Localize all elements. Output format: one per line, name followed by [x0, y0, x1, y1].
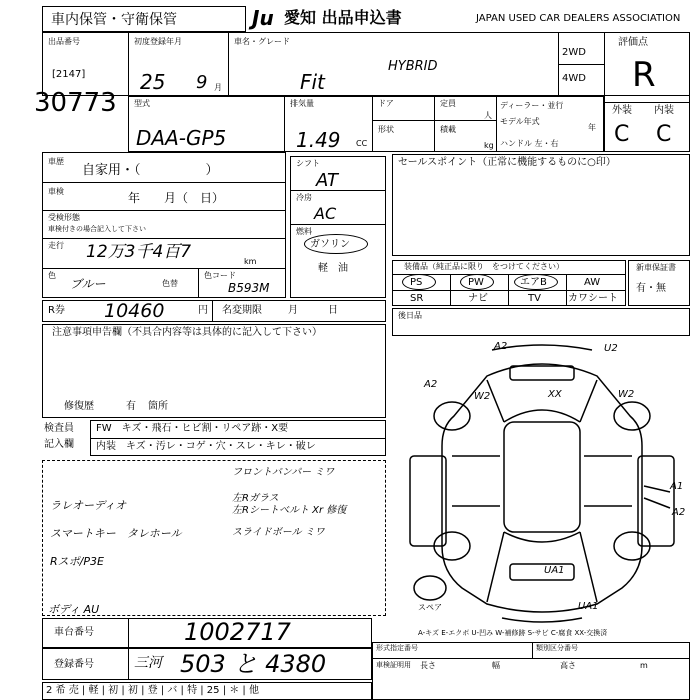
ac-label: 冷房 — [296, 193, 312, 202]
shift-value: AT — [316, 170, 338, 191]
diagram-mark-a1-right: A1 — [670, 481, 684, 492]
fw-row: FW キズ・飛石・ヒビ割・リペア跡・X要 — [96, 423, 289, 434]
equip-pw: PW — [468, 277, 484, 288]
displacement-value: 1.49 — [296, 128, 341, 152]
diagram-mark-a2-left: A2 — [424, 379, 438, 390]
reg-label: 登録番号 — [54, 659, 94, 670]
note-5: ラレオーディオ — [50, 499, 127, 512]
r-ticket-unit: 円 — [198, 305, 208, 316]
mileage-unit: km — [244, 257, 257, 266]
entry-no-value: 30773 — [34, 88, 117, 118]
storage-label: 車内保管・守衛保管 — [51, 12, 177, 28]
name-change-label: 名変期限 — [222, 305, 262, 316]
fuel-label: 燃料 — [296, 227, 312, 236]
rating-label: 評価点 — [618, 37, 648, 48]
special-no-label: 形式指定番号 — [376, 644, 418, 652]
note-3: 左Rシートベルト Xr 修復 — [232, 505, 347, 516]
vehicle-cert-label: 車検証明用 — [376, 661, 411, 669]
diagram-mark-ua1-bottom: UA1 — [578, 601, 599, 612]
equip-airbag-circle — [514, 274, 558, 290]
color-label: 色 — [48, 271, 56, 280]
diagram-mark-ua1-rear: UA1 — [544, 565, 565, 576]
r-ticket-value: 10460 — [104, 300, 165, 322]
equip-ps-circle — [402, 274, 436, 290]
first-reg-month-unit: 月 — [214, 83, 222, 92]
interior-row: 内装 キズ・汚レ・コゲ・穴・スレ・キレ・破レ — [96, 441, 316, 452]
fuel-gasoline: ガソリン — [310, 239, 350, 250]
ac-value: AC — [314, 204, 337, 223]
door-label: ドア — [378, 99, 394, 108]
color-no-label: 色替 — [162, 279, 178, 288]
bottom-row: 2 希 売 | 軽 | 初 | 初 | 登 | バ | 特 | 25 | ＊ | 他 — [46, 685, 259, 696]
reg-number: 503 と 4380 — [180, 650, 327, 678]
entry-no-label: 出品番号 — [48, 37, 80, 46]
entry-field-label: 記入欄 — [44, 439, 74, 450]
association-name: JAPAN USED CAR DEALERS ASSOCIATION — [476, 13, 681, 24]
year-unit: 年 — [588, 123, 596, 132]
inspection-value: 年 月（ 日） — [128, 191, 225, 205]
name-grade-label: 車名・グレード — [234, 37, 290, 46]
rating-box — [604, 32, 690, 152]
equipment-label: 装備品（純正品に限り をつけてください） — [404, 262, 564, 271]
entry-code: [2147] — [52, 69, 86, 80]
repair-value: 有 — [126, 401, 136, 412]
capacity-unit: 人 — [484, 111, 492, 120]
diagram-mark-u2-top: U2 — [604, 343, 618, 354]
exterior-value: C — [614, 122, 630, 147]
repair-suffix: 箇所 — [148, 401, 168, 412]
load-label: 積載 — [440, 125, 456, 134]
diagram-mark-a2-top: A2 — [494, 341, 508, 352]
capacity-label: 定員 — [440, 99, 456, 108]
warranty-value: 有・無 — [636, 283, 666, 294]
diagram-legend: A-キズ E-エクボ U-凹み W-補修跡 S-サビ C-腐食 XX-交換済 — [418, 629, 608, 637]
diagram-mark-w2-left: W2 — [474, 391, 491, 402]
diagram-mark-xx: XX — [548, 389, 562, 400]
dealer-label: ディーラー・並行 — [500, 101, 564, 110]
color-value: ブルー — [70, 277, 106, 291]
chassis-label: 車台番号 — [54, 627, 94, 638]
width-label: 幅 — [492, 661, 500, 670]
note-8: ボディ AU — [48, 603, 100, 616]
form-title: 愛知 出品申込書 — [284, 8, 402, 27]
color-code-value: B593M — [228, 281, 270, 295]
shift-label: シフト — [296, 159, 320, 168]
note-6: スマートキー タレホール — [50, 527, 182, 540]
meter-unit: m — [640, 661, 648, 670]
chassis-value: 1002717 — [184, 618, 291, 646]
height-label: 高さ — [560, 661, 576, 670]
displacement-label: 排気量 — [290, 99, 314, 108]
r-ticket-label: R券 — [48, 305, 65, 316]
sales-point-label: セールスポイント（正常に機能するものに○印） — [398, 157, 616, 168]
four-wd-label: 4WD — [562, 73, 586, 84]
first-reg-label: 初度登録年月 — [134, 37, 182, 46]
model-label: 型式 — [134, 99, 150, 108]
length-label: 長さ — [420, 661, 436, 670]
displacement-unit: CC — [356, 139, 368, 148]
ju-logo: Ju — [252, 6, 274, 30]
exterior-label: 外装 — [612, 105, 632, 116]
equip-leather: カワシート — [568, 293, 618, 304]
diagram-mark-w2-right: W2 — [618, 389, 635, 400]
rating-value: R — [632, 55, 656, 95]
model-value: DAA-GP5 — [136, 126, 227, 150]
grade-value: HYBRID — [388, 59, 438, 74]
receipt-label: 受検形態 — [48, 213, 80, 222]
first-reg-month: 9 — [196, 72, 208, 93]
spare-label: スペア — [418, 603, 442, 612]
name-change-value: 月 日 — [288, 305, 338, 316]
equip-ps: PS — [410, 277, 423, 288]
first-reg-year: 25 — [140, 70, 166, 94]
handle-label: ハンドル 左・右 — [500, 139, 559, 148]
shape-label: 形状 — [378, 125, 394, 134]
name-value: Fit — [300, 70, 325, 94]
equip-pw-circle — [460, 274, 494, 290]
note-4: スライドボール ミワ — [232, 527, 325, 538]
inspector-label: 検査員 — [44, 423, 74, 434]
inspection-label: 車検 — [48, 187, 64, 196]
note-1: フロントバンパー ミワ — [232, 467, 335, 478]
rear-items-box — [392, 308, 690, 336]
interior-label: 内装 — [654, 105, 674, 116]
reg-region: 三河 — [134, 655, 162, 671]
interior-value: C — [656, 122, 672, 147]
usage-value: 自家用・（ ） — [82, 163, 219, 178]
rear-items-label: 後日品 — [398, 311, 422, 320]
fuel-diesel: 軽 油 — [318, 263, 348, 274]
sales-point-box — [392, 154, 690, 256]
equip-tv: TV — [528, 293, 541, 304]
equip-airbag: エアB — [520, 277, 547, 288]
cert-box — [372, 642, 690, 700]
usage-label: 車歴 — [48, 157, 64, 166]
load-unit: kg — [484, 141, 494, 150]
storage-label-box — [42, 6, 246, 32]
two-wd-label: 2WD — [562, 47, 586, 58]
mileage-value: 12万3千4百7 — [86, 242, 192, 262]
equip-navi: ナビ — [468, 293, 488, 304]
receipt-note: 車検付きの場合記入して下さい — [48, 225, 146, 233]
color-code-label: 色コード — [204, 271, 236, 280]
note-7: Rスポ/P3E — [50, 555, 104, 568]
car-diagram — [392, 336, 700, 626]
equip-sr: SR — [410, 293, 424, 304]
repair-label: 修復歴 — [64, 401, 94, 412]
model-year-label: モデル年式 — [500, 117, 540, 126]
equip-aw: AW — [584, 277, 601, 288]
warranty-label: 新車保証書 — [636, 263, 676, 272]
note-2: 左Rガラス — [232, 493, 279, 504]
caution-label: 注意事項申告欄（不具合内容等は具体的に記入して下さい） — [52, 327, 322, 338]
category-no-label: 類別区分番号 — [536, 644, 578, 652]
mileage-label: 走行 — [48, 241, 64, 250]
diagram-mark-a2-right: A2 — [672, 507, 686, 518]
